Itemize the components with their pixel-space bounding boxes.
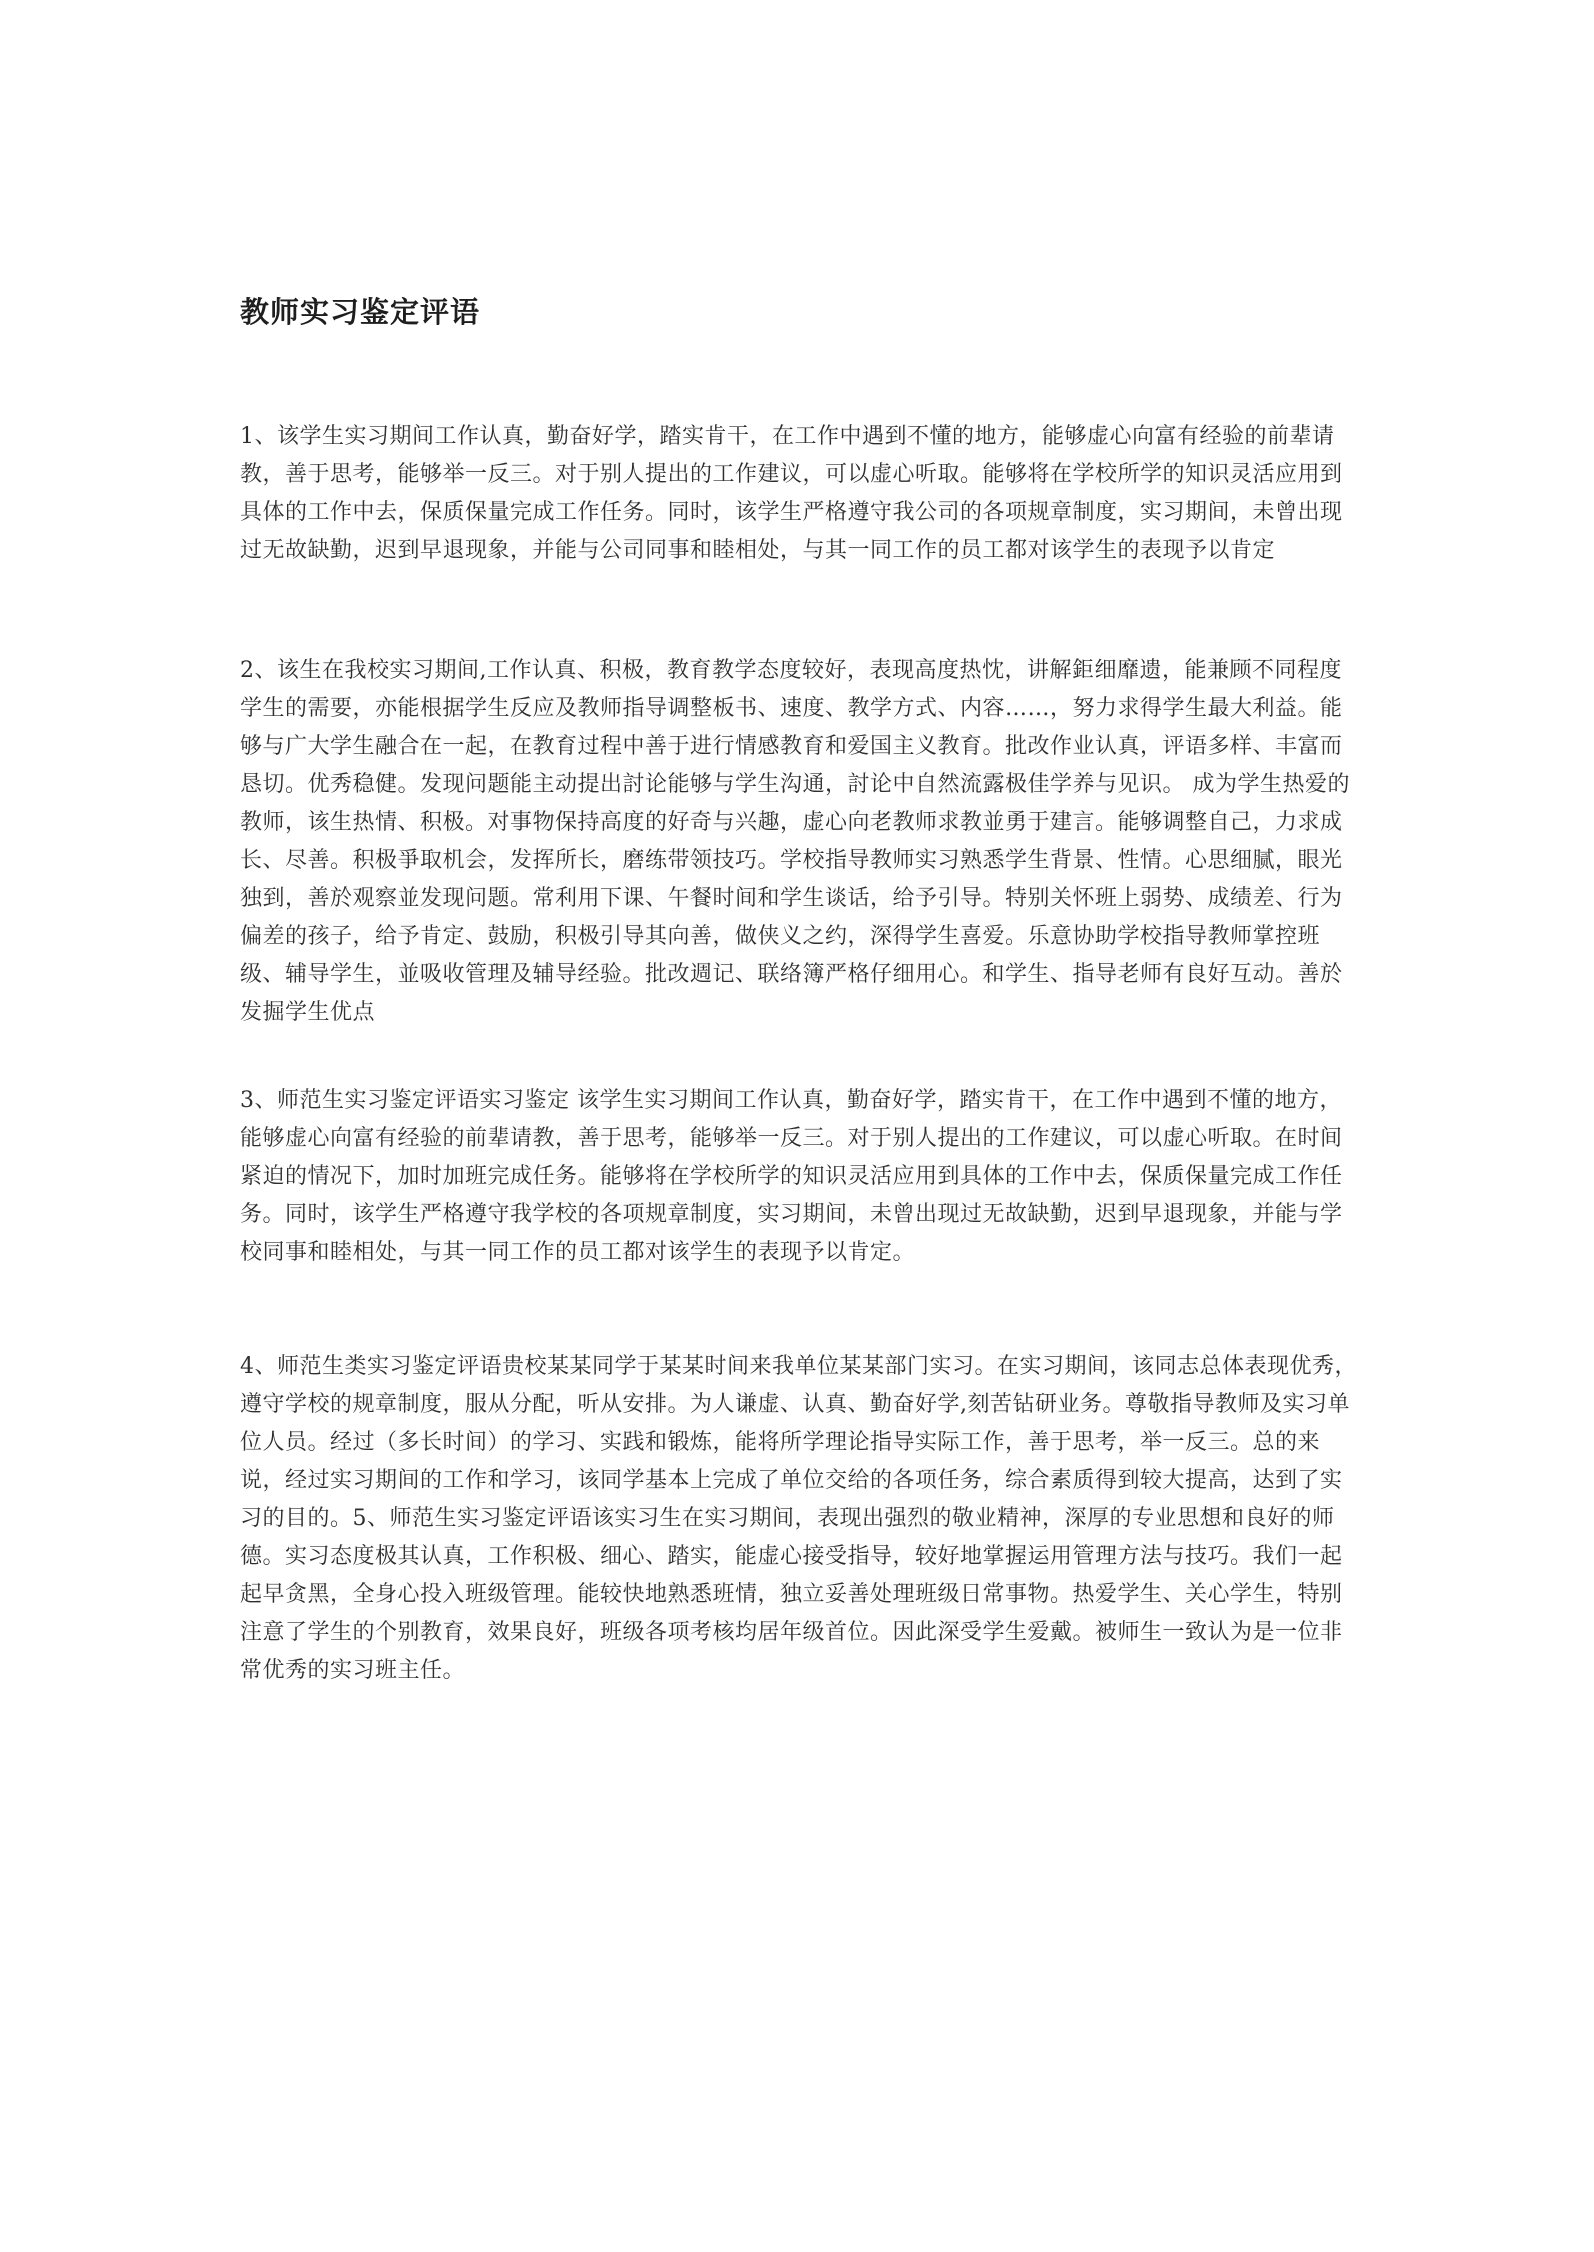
page-title: 教师实习鉴定评语 — [240, 295, 481, 329]
paragraph-4: 4、师范生类实习鉴定评语贵校某某同学于某某时间来我单位某某部门实习。在实习期间，该同志总体表现优秀，遵守学校的规章制度，服从分配，听从安排。为人谦虚、认真、勤奋好学,刻苦钻研业务。尊敬指导教师及实习单位人员。经过（多长时间）的学习、实践和锻炼，能将所学理论指导实际工作，善于思考，举一反三。总的来说，经过实习期间的工作和学习，该同学基本上完成了单位交给的各项任务，综合素质得到较大提高，达到了实习的目的。5、师范生实习鉴定评语该实习生在实习期间，表现出强烈的敬业精神，深厚的专业思想和良好的师德。实习态度极其认真，工作积极、细心、踏实，能虚心接受指导，较好地掌握运用管理方法与技巧。我们一起起早贪黑，全身心投入班级管理。能较快地熟悉班情，独立妥善处理班级日常事物。热爱学生、关心学生，特别注意了学生的个别教育，效果良好，班级各项考核均居年级首位。因此深受学生爱戴。被师生一致认为是一位非常优秀的实习班主任。 — [240, 1354, 1358, 1683]
paragraph-2: 2、该生在我校实习期间,工作认真、积极，教育教学态度较好，表现高度热忱，讲解鉅细靡遗，能兼顾不同程度学生的需要，亦能根据学生反应及教师指导调整板书、速度、教学方式、内容……，努力求得学生最大利益。能够与广大学生融合在一起，在教育过程中善于进行情感教育和爱国主义教育。批改作业认真，评语多样、丰富而恳切。优秀稳健。发现问题能主动提出討论能够与学生沟通，討论中自然流露极佳学养与见识。 成为学生热爱的教师，该生热情、积极。对事物保持高度的好奇与兴趣，虚心向老教师求教並勇于建言。能够调整自己，力求成长、尽善。积极爭取机会，发挥所长，磨练带领技巧。学校指导教师实习熟悉学生背景、性情。心思细腻，眼光独到，善於观察並发现问题。常利用下课、午餐时间和学生谈话，给予引导。特别关怀班上弱势、成绩差、行为偏差的孩子，给予肯定、鼓励，积极引导其向善，做侠义之约，深得学生喜爱。乐意协助学校指导教师掌控班级、辅导学生，並吸收管理及辅导经验。批改週记、联络簿严格仔细用心。和学生、指导老师有良好互动。善於发掘学生优点 — [240, 658, 1350, 1025]
paragraph-3: 3、师范生实习鉴定评语实习鉴定 该学生实习期间工作认真，勤奋好学，踏实肯干，在工作中遇到不懂的地方，能够虚心向富有经验的前辈请教，善于思考，能够举一反三。对于别人提出的工作建议，可以虚心听取。在时间紧迫的情况下，加时加班完成任务。能够将在学校所学的知识灵活应用到具体的工作中去，保质保量完成工作任务。同时，该学生严格遵守我学校的各项规章制度，实习期间，未曾出现过无故缺勤，迟到早退现象，并能与学校同事和睦相处，与其一同工作的员工都对该学生的表现予以肯定。 — [240, 1088, 1343, 1265]
paragraph-1: 1、该学生实习期间工作认真，勤奋好学，踏实肯干，在工作中遇到不懂的地方，能够虚心向富有经验的前辈请教，善于思考，能够举一反三。对于别人提出的工作建议，可以虚心听取。能够将在学校所学的知识灵活应用到具体的工作中去，保质保量完成工作任务。同时，该学生严格遵守我公司的各项规章制度，实习期间，未曾出现过无故缺勤，迟到早退现象，并能与公司同事和睦相处，与其一同工作的员工都对该学生的表现予以肯定 — [240, 424, 1343, 563]
